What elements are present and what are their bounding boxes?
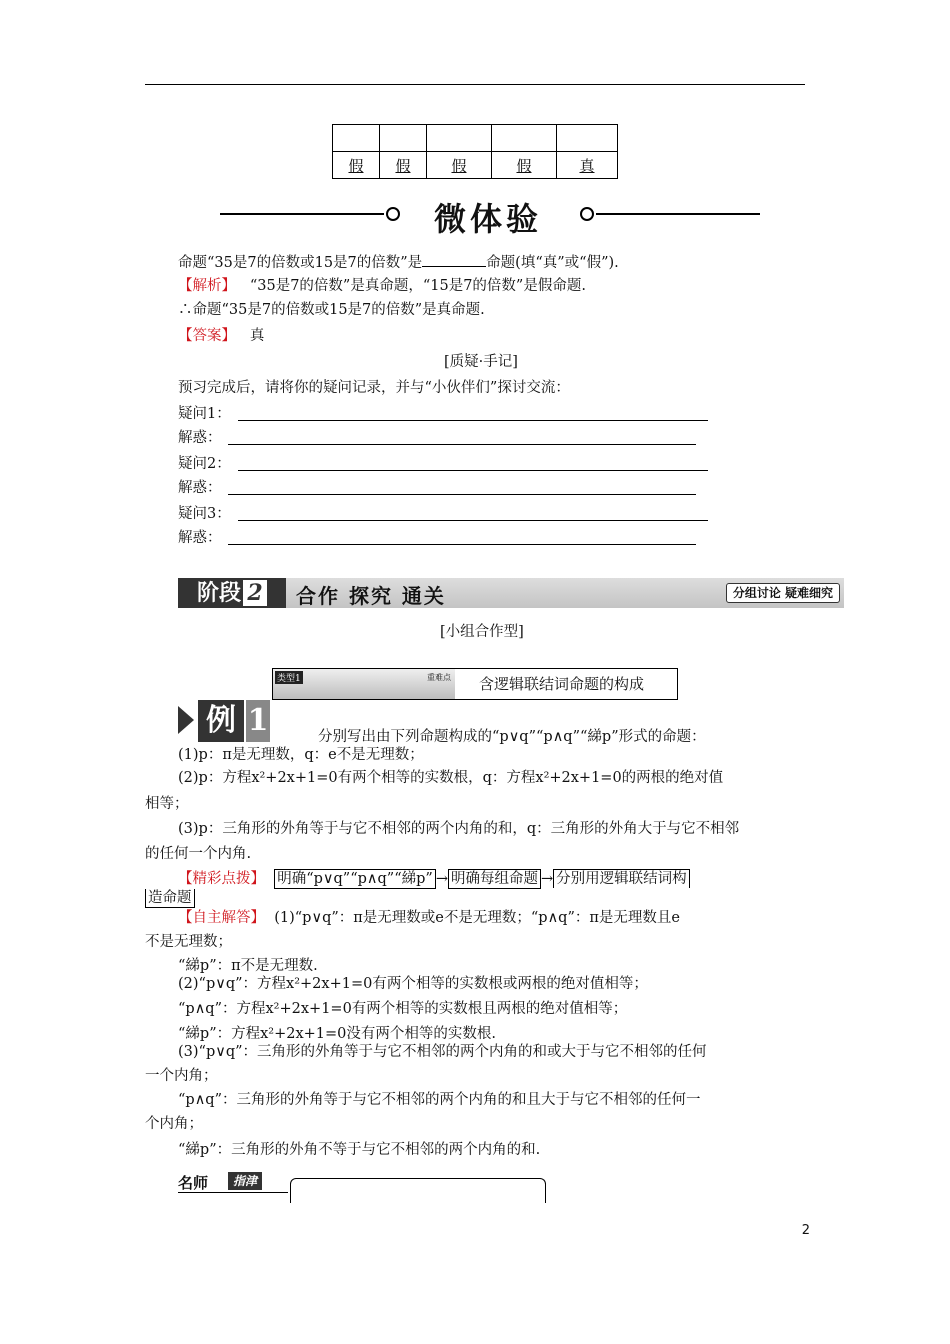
exercise-answer: 【答案】 真 <box>178 328 265 344</box>
solution-line-1: 【自主解答】 (1)“p∨q”：π是无理数或e不是无理数；“p∧q”：π是无理数且e <box>178 910 680 926</box>
example-badge: 例 1 <box>178 700 286 742</box>
circle-ornament-icon <box>580 207 594 221</box>
stage-tag: 分组讨论 疑难细究 <box>726 583 840 603</box>
hint-label: 【精彩点拨】 <box>178 871 265 887</box>
solution-line-9: “p∧q”：三角形的外角等于与它不相邻的两个内角的和且大于与它不相邻的任何一 <box>178 1092 701 1108</box>
example-item-3-cont: 的任何一个内角. <box>145 846 252 862</box>
solution-line-2: 不是无理数； <box>145 934 232 950</box>
answer-2-line[interactable] <box>228 494 696 495</box>
hint-step-2: 明确每组命题 <box>448 869 541 889</box>
section-title-banner <box>220 194 760 238</box>
example-item-1: (1)p：π是无理数，q：e不是无理数； <box>178 747 424 763</box>
teacher-note-header <box>178 1170 548 1202</box>
type-title: 含逻辑联结词命题的构成 <box>479 675 645 693</box>
teacher-note-label: 名师 <box>178 1174 209 1192</box>
truth-cell: 假 <box>492 152 557 179</box>
truth-table <box>332 124 618 179</box>
stage-banner <box>178 578 844 608</box>
stage-title: 合作 探究 通关 <box>296 584 446 608</box>
exercise-question: 命题“35是7的倍数或15是7的倍数”是 命题(填“真”或“假”). <box>178 252 619 273</box>
answer-2-label: 解惑： <box>178 480 222 496</box>
truth-cell: 假 <box>380 152 427 179</box>
question-2-label: 疑问2： <box>178 456 231 472</box>
type-box <box>272 668 678 700</box>
hint-step-3-cont: 造命题 <box>145 888 195 908</box>
circle-ornament-icon <box>386 207 400 221</box>
truth-cell: 假 <box>427 152 492 179</box>
exercise-conclusion: ∴命题“35是7的倍数或15是7的倍数”是真命题. <box>178 302 485 318</box>
answer-1-label: 解惑： <box>178 430 222 446</box>
solution-line-5: “p∧q”：方程x²+2x+1=0有两个相等的实数根且两根的绝对值相等； <box>178 1001 628 1017</box>
question-3-line[interactable] <box>238 520 708 521</box>
answer-3-line[interactable] <box>228 544 696 545</box>
type-tag-2: 重难点 <box>427 673 451 682</box>
truth-cell: 真 <box>557 152 618 179</box>
example-item-3: (3)p：三角形的外角等于与它不相邻的两个内角的和，q：三角形的外角大于与它不相邻 <box>178 821 740 837</box>
answer-1-line[interactable] <box>228 444 696 445</box>
question-1-label: 疑问1： <box>178 406 231 422</box>
hint-step-1: 明确“p∨q”“p∧q”“綈p” <box>274 869 436 889</box>
section-title: 微体验 <box>433 200 542 238</box>
example-prompt: 分别写出由下列命题构成的“p∨q”“p∧q”“綈p”形式的命题： <box>318 729 706 745</box>
arrow-icon: → <box>435 871 448 887</box>
group-type: [小组合作型] <box>440 624 524 640</box>
notes-intro: 预习完成后，请将你的疑问记录，并与“小伙伴们”探讨交流： <box>178 380 570 396</box>
teacher-note-tag: 指津 <box>228 1172 262 1190</box>
stage-label: 阶段 2 <box>178 578 286 608</box>
type-tag: 类型1 <box>275 671 303 684</box>
example-item-2-cont: 相等； <box>145 796 189 812</box>
solution-line-4: (2)“p∨q”：方程x²+2x+1=0有两个相等的实数根或两根的绝对值相等； <box>178 976 648 992</box>
page-number: 2 <box>801 1223 810 1238</box>
solution-line-10: 个内角； <box>145 1116 203 1132</box>
notes-title: [质疑·手记] <box>444 354 518 370</box>
solution-line-7: (3)“p∨q”：三角形的外角等于与它不相邻的两个内角的和或大于与它不相邻的任何 <box>178 1044 707 1060</box>
example-item-2: (2)p：方程x²+2x+1=0有两个相等的实数根，q：方程x²+2x+1=0的两根的绝对值 <box>178 770 724 786</box>
solution-line-6: “綈p”：方程x²+2x+1=0没有两个相等的实数根. <box>178 1026 497 1042</box>
answer-3-label: 解惑： <box>178 530 222 546</box>
solution-line-8: 一个内角； <box>145 1068 218 1084</box>
truth-cell: 假 <box>333 152 380 179</box>
exercise-analysis: 【解析】 “35是7的倍数”是真命题，“15是7的倍数”是假命题. <box>178 278 586 294</box>
question-1-line[interactable] <box>238 420 708 421</box>
answer-blank <box>422 252 486 267</box>
question-2-line[interactable] <box>238 470 708 471</box>
solution-line-11: “綈p”：三角形的外角不等于与它不相邻的两个内角的和. <box>178 1142 541 1158</box>
hint-step-3: 分别用逻辑联结词构 <box>553 869 690 888</box>
hint-flow <box>178 869 690 889</box>
arrow-icon: → <box>541 871 554 887</box>
arrow-right-icon <box>178 706 194 734</box>
solution-line-3: “綈p”：π不是无理数. <box>178 958 318 974</box>
top-rule <box>145 84 805 85</box>
question-3-label: 疑问3： <box>178 506 231 522</box>
